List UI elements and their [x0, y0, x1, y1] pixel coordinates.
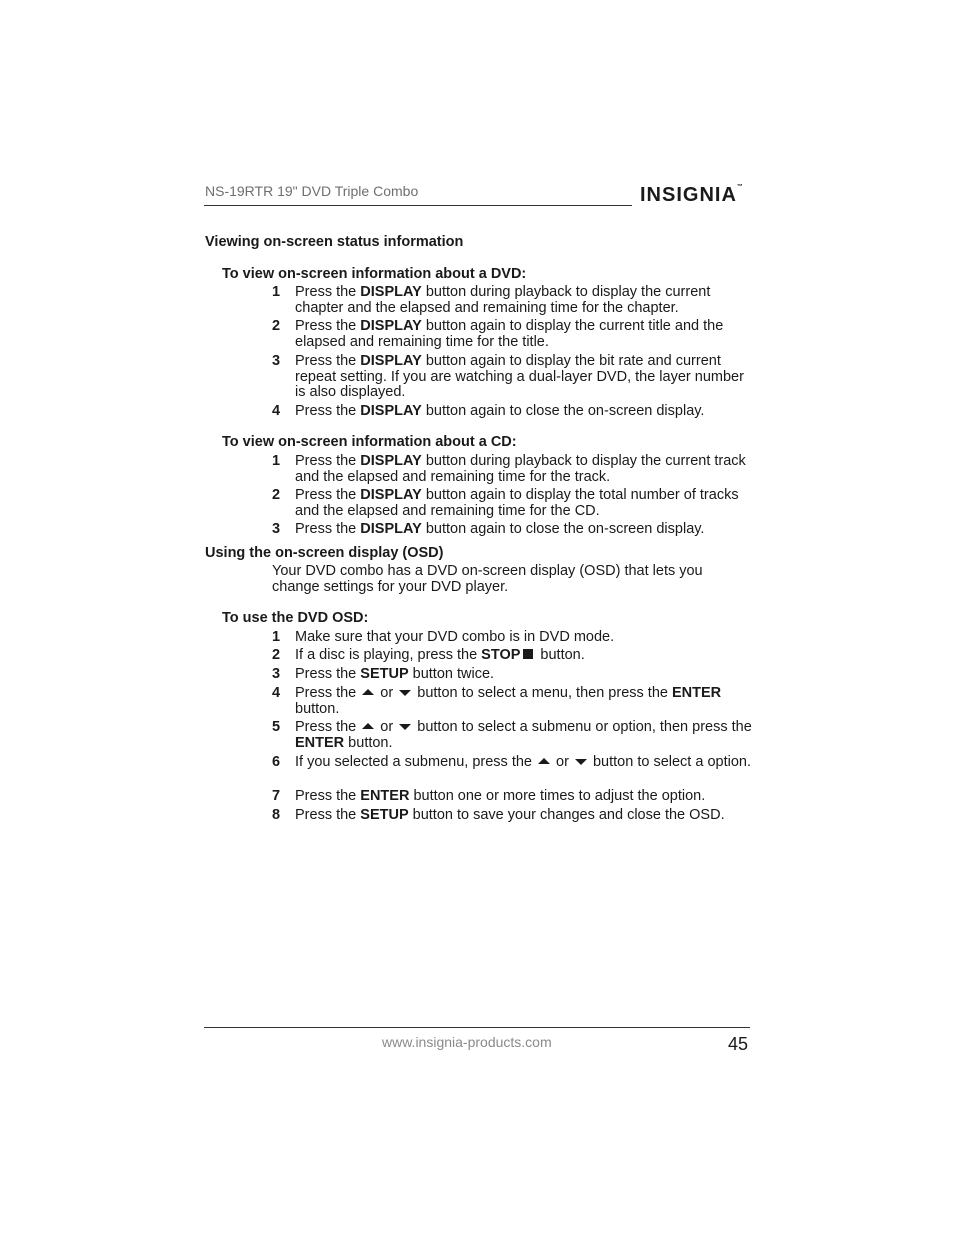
- cd-step-2: 2 Press the DISPLAY button again to display the total number of tracks and the elapsed and remaining time for the CD.: [272, 487, 739, 519]
- step-number: 3: [272, 521, 281, 537]
- footer-website-url: www.insignia-products.com: [382, 1034, 552, 1050]
- osd-step-7: 7 Press the ENTER button one or more times to adjust the option.: [272, 788, 706, 804]
- step-number: 2: [272, 487, 281, 503]
- osd-step-2: 2 If a disc is playing, press the STOP button.: [272, 647, 585, 663]
- osd-intro-paragraph: Your DVD combo has a DVD on-screen display (OSD) that lets you change settings for your DVD player.: [272, 563, 703, 595]
- subheading-dvd-info: To view on-screen information about a DVD:: [222, 266, 527, 282]
- osd-step-3: 3 Press the SETUP button twice.: [272, 666, 495, 682]
- page-number: 45: [728, 1034, 749, 1054]
- step-number: 7: [272, 788, 281, 804]
- osd-step-1: 1 Make sure that your DVD combo is in DVD mode.: [272, 629, 615, 645]
- step-number: 2: [272, 647, 281, 663]
- step-number: 4: [272, 403, 281, 419]
- stop-square-icon: [523, 649, 533, 659]
- up-arrow-icon: [538, 758, 550, 764]
- cd-step-1: 1 Press the DISPLAY button during playback to display the current track and the elapsed and remaining time for the track.: [272, 453, 746, 485]
- dvd-step-1: 1 Press the DISPLAY button during playback to display the current chapter and the elapsed and remaining time for the chapter.: [272, 284, 711, 316]
- dvd-step-3: 3 Press the DISPLAY button again to display the bit rate and current repeat setting. If you are watching a dual-layer DVD, the layer number is also displayed.: [272, 353, 744, 400]
- down-arrow-icon: [399, 690, 411, 696]
- logo-trademark: ™: [736, 184, 743, 190]
- section-heading-status-info: Viewing on-screen status information: [205, 234, 464, 250]
- osd-step-4: 4 Press the or button to select a menu, then press the ENTER button.: [272, 685, 722, 717]
- down-arrow-icon: [575, 759, 587, 765]
- header-divider: [204, 205, 632, 206]
- step-number: 3: [272, 666, 281, 682]
- insignia-logo: [640, 184, 743, 207]
- osd-step-6: 6 If you selected a submenu, press the or button to select a option.: [272, 754, 751, 770]
- step-number: 1: [272, 284, 281, 300]
- up-arrow-icon: [362, 689, 374, 695]
- subheading-cd-info: To view on-screen information about a CD:: [222, 434, 517, 450]
- subheading-use-osd: To use the DVD OSD:: [222, 610, 369, 626]
- step-number: 1: [272, 629, 281, 645]
- dvd-step-2: 2 Press the DISPLAY button again to display the current title and the elapsed and remaining time for the title.: [272, 318, 724, 350]
- section-heading-osd: Using the on-screen display (OSD): [205, 545, 444, 561]
- cd-step-3: 3 Press the DISPLAY button again to close the on-screen display.: [272, 521, 705, 537]
- logo-text: INSIGNIA: [640, 184, 737, 206]
- document-header-title: NS-19RTR 19" DVD Triple Combo: [205, 183, 419, 199]
- step-number: 2: [272, 318, 281, 334]
- dvd-step-4: 4 Press the DISPLAY button again to close the on-screen display.: [272, 403, 705, 419]
- step-number: 4: [272, 685, 281, 701]
- footer-divider: [204, 1027, 750, 1028]
- step-number: 3: [272, 353, 281, 369]
- down-arrow-icon: [399, 724, 411, 730]
- osd-step-5: 5 Press the or button to select a submenu or option, then press the ENTER button.: [272, 719, 752, 751]
- step-number: 5: [272, 719, 281, 735]
- step-number: 1: [272, 453, 281, 469]
- step-number: 8: [272, 807, 281, 823]
- up-arrow-icon: [362, 723, 374, 729]
- step-number: 6: [272, 754, 281, 770]
- osd-step-8: 8 Press the SETUP button to save your changes and close the OSD.: [272, 807, 725, 823]
